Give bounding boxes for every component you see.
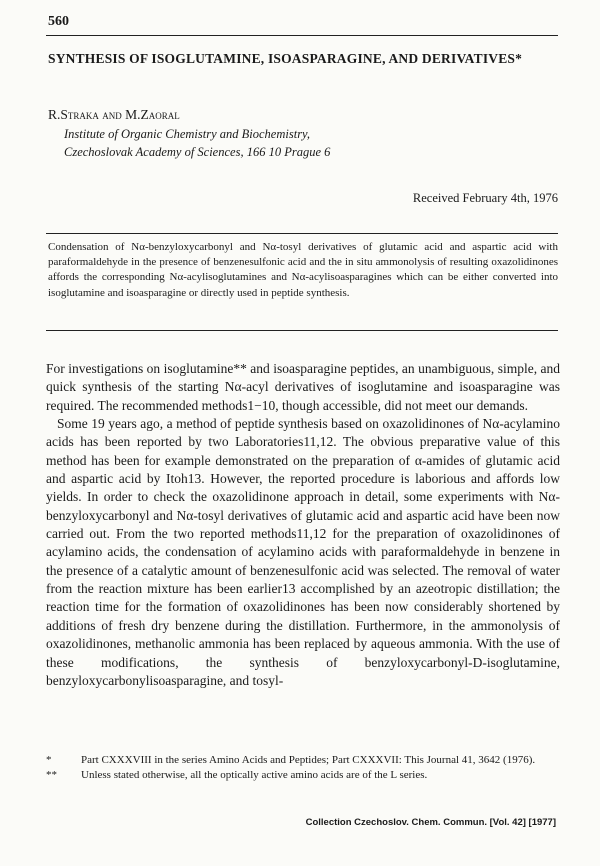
authors: R.Straka and M.Zaoral: [48, 107, 180, 122]
article-title: SYNTHESIS OF ISOGLUTAMINE, ISOASPARAGINE, AND DERIVATIVES*: [48, 51, 523, 66]
body-text: [46, 360, 560, 690]
paragraph-1: For investigations on isoglutamine** and isoasparagine peptides, an unambiguous, simple, and quick synthesis of the starting Nα-acyl derivatives of isoglutamine and isoasparagine was required. The recommended methods1−10, though accessible, did not meet our demands.: [46, 361, 560, 413]
footnote-1: [46, 753, 560, 768]
footnote-2: [46, 768, 560, 783]
footnote-1-text: Part CXXXVIII in the series Amino Acids and Peptides; Part CXXXVII: This Journal 41, 3642 (1976).: [81, 754, 536, 766]
journal-footer: Collection Czechoslov. Chem. Commun. [Vol. 42] [1977]: [305, 817, 556, 828]
header-rule: [46, 35, 558, 36]
page-number: 560: [48, 14, 69, 29]
affiliation-line-1: Institute of Organic Chemistry and Biochemistry,: [64, 127, 311, 141]
abstract: Condensation of Nα-benzyloxycarbonyl and Nα-tosyl derivatives of glutamic acid and aspartic acid with paraformaldehyde in the presence of benzenesulfonic acid and the in situ ammonolysis of resulting oxazolidinones affords the corresponding Nα-acylisoglutamines and Nα-acylisoasparagines which can be either converted into isoglutamine and isoasparagine or directly used in peptide synthesis.: [48, 241, 558, 299]
affiliation-line-2: Czechoslovak Academy of Sciences, 166 10 Prague 6: [64, 145, 331, 159]
abstract-top-rule: [46, 233, 558, 234]
received-date: Received February 4th, 1976: [412, 191, 558, 205]
footnote-2-mark: **: [46, 768, 57, 781]
footnote-2-text: Unless stated otherwise, all the optically active amino acids are of the L series.: [81, 768, 428, 781]
affiliation: [64, 125, 330, 161]
footnote-1-mark: *: [46, 754, 52, 766]
footnotes: [46, 753, 560, 782]
paragraph-2: Some 19 years ago, a method of peptide synthesis based on oxazolidinones of Nα-acylamino acids has been reported by two Laboratories11,12. The obvious preparative value of this method has been for example demonstrated on the preparation of α-amides of glutamic acid and aspartic acid by Itoh13. However, the reported procedure is laborious and affords low yields. In order to check the oxazolidinone approach in detail, some experiments with Nα-benzyloxycarbonyl and Nα-tosyl derivatives of glutamic acid and aspartic acid have been now carried out. From the two reported methods11,12 for the preparation of oxazolidinones of acylamino acids, the condensation of acylamino acids with paraformaldehyde in benzene in the presence of a catalytic amount of benzenesulfonic acid was selected. The removal of water from the reaction mixture has been earlier13 accomplished by an azeotropic distillation; the reaction time for the formation of oxazolidinones has been now considerably shortened by additions of fresh dry benzene during the distillation. Furthermore, in the ammonolysis of oxazolidinones, methanolic ammonia has been replaced by aqueous ammonia. With the use of these modifications, the synthesis of benzyloxycarbonyl-D-isoglutamine, benzyloxycarbonylisoasparagine, and tosyl-: [46, 416, 560, 688]
abstract-bottom-rule: [46, 330, 558, 331]
